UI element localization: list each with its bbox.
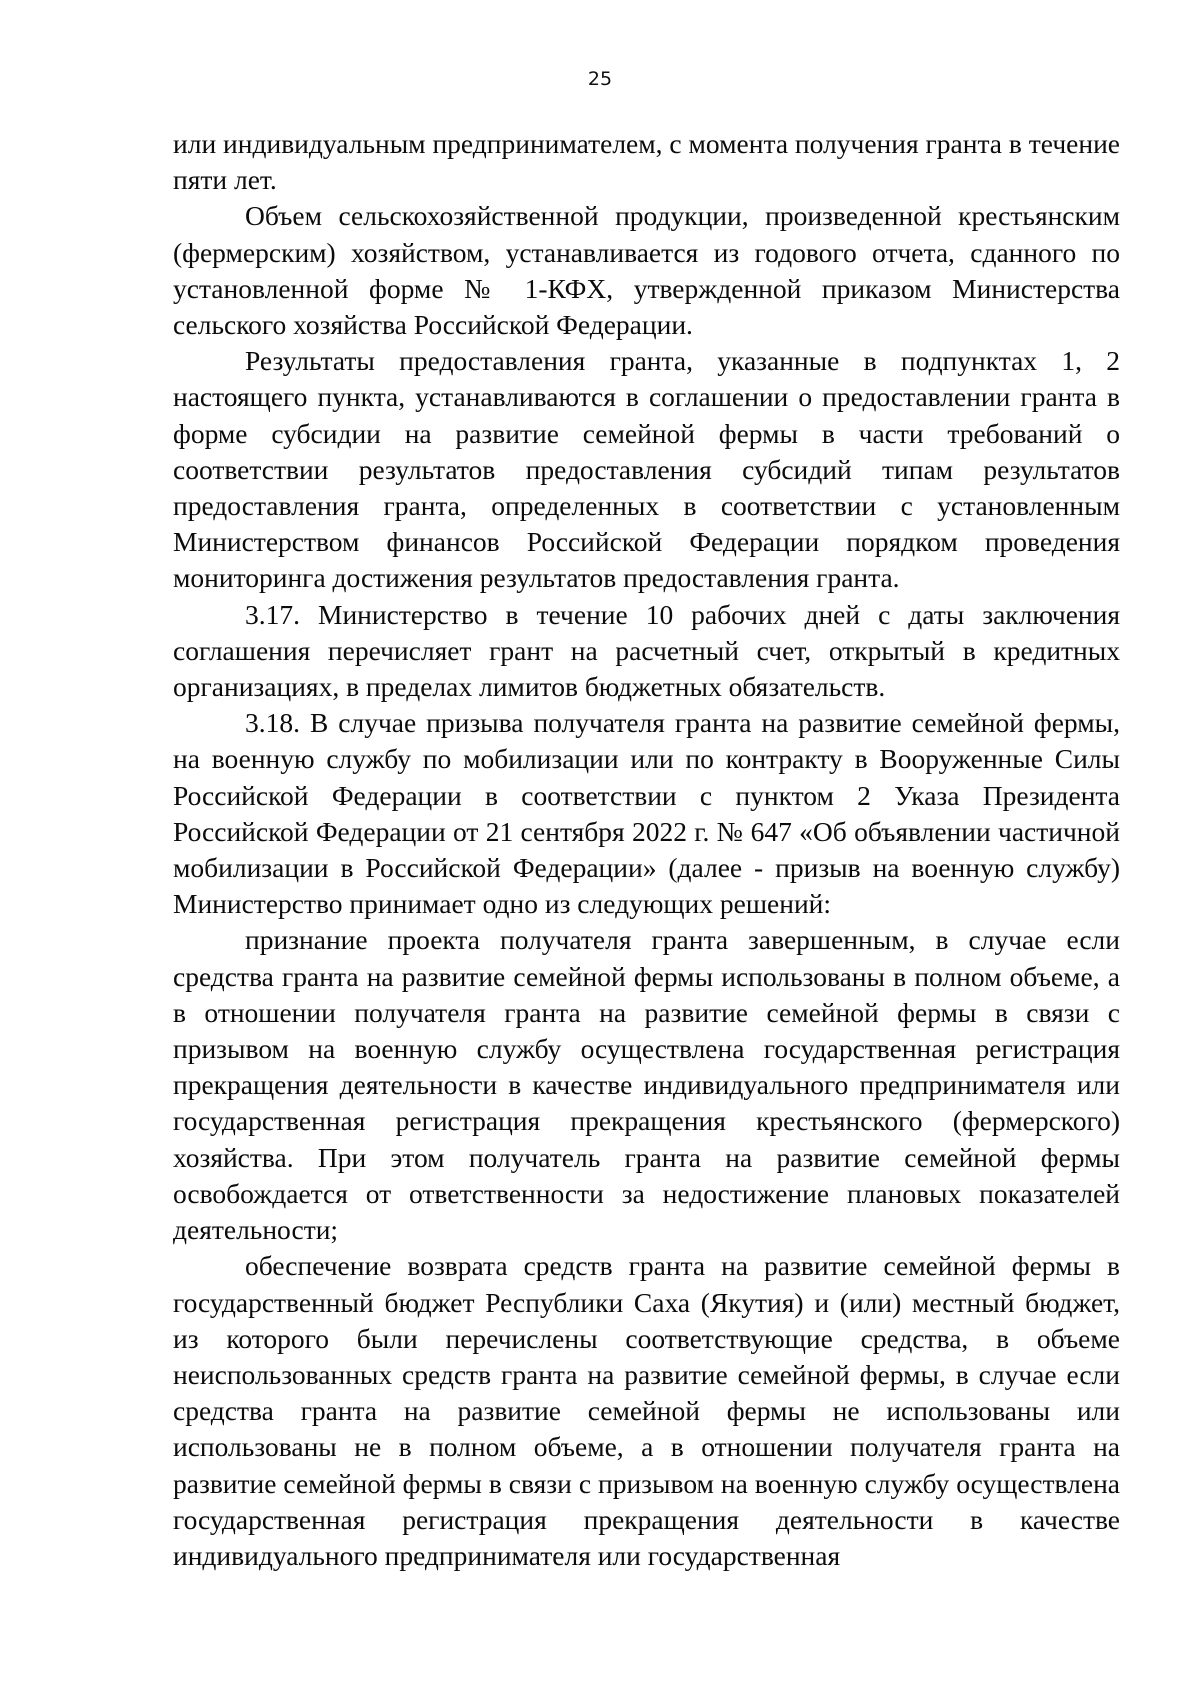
page-number: 25	[587, 68, 613, 90]
paragraph-continuation: или индивидуальным предпринимателем, с момента получения гранта в течение пяти лет.	[173, 128, 1120, 196]
paragraph-clause-3-18: 3.18. В случае призыва получателя гранта на развитие семейной фермы, на военную службу по мобилизации или по контракту в Вооруженные Силы Российской Федерации в соответствии с пунктом 2 Указа Президента Российской Федерации от 21 сентября 2022 г. № 647 «Об объявлении частичной мобилизации в Российской Федерации» (далее - призыв на военную службу) Министерство принимает одно из следующих решений:	[173, 707, 1120, 920]
paragraph-production-volume: Объем сельскохозяйственной продукции, произведенной крестьянским (фермерским) хозяйством, устанавливается из годового отчета, сданного по установленной форме № 1-КФХ, утвержденной приказом Министерства сельского хозяйства Российской Федерации.	[173, 200, 1120, 341]
paragraph-clause-3-17: 3.17. Министерство в течение 10 рабочих дней с даты заключения соглашения перечисляет грант на расчетный счет, открытый в кредитных организациях, в пределах лимитов бюджетных обязательств.	[173, 598, 1120, 703]
paragraph-grant-return: обеспечение возврата средств гранта на развитие семейной фермы в государственный бюджет Республики Саха (Якутия) и (или) местный бюджет, из которого были перечислены соответствующие средства, в объеме неиспользованных средств гранта на развитие семейной фермы, в случае если средства гранта на развитие семейной фермы не использованы или использованы не в полном объеме, а в отношении получателя гранта на развитие семейной фермы в связи с призывом на военную службу осуществлена государственная регистрация прекращения деятельности в качестве индивидуального предпринимателя или государственная	[173, 1250, 1120, 1571]
paragraph-grant-results: Результаты предоставления гранта, указанные в подпунктах 1, 2 настоящего пункта, устанавливаются в соглашении о предоставлении гранта в форме субсидии на развитие семейной фермы в части требований о соответствии результатов предоставления субсидий типам результатов предоставления гранта, определенных в соответствии с установленным Министерством финансов Российской Федерации порядком проведения мониторинга достижения результатов предоставления гранта.	[173, 345, 1120, 594]
paragraph-project-completion: признание проекта получателя гранта завершенным, в случае если средства гранта на развитие семейной фермы использованы в полном объеме, а в отношении получателя гранта на развитие семейной фермы в связи с призывом на военную службу осуществлена государственная регистрация прекращения деятельности в качестве индивидуального предпринимателя или государственная регистрация прекращения крестьянского (фермерского) хозяйства. При этом получатель гранта на развитие семейной фермы освобождается от ответственности за недостижение плановых показателей деятельности;	[173, 924, 1120, 1246]
document-body	[173, 126, 1120, 1574]
